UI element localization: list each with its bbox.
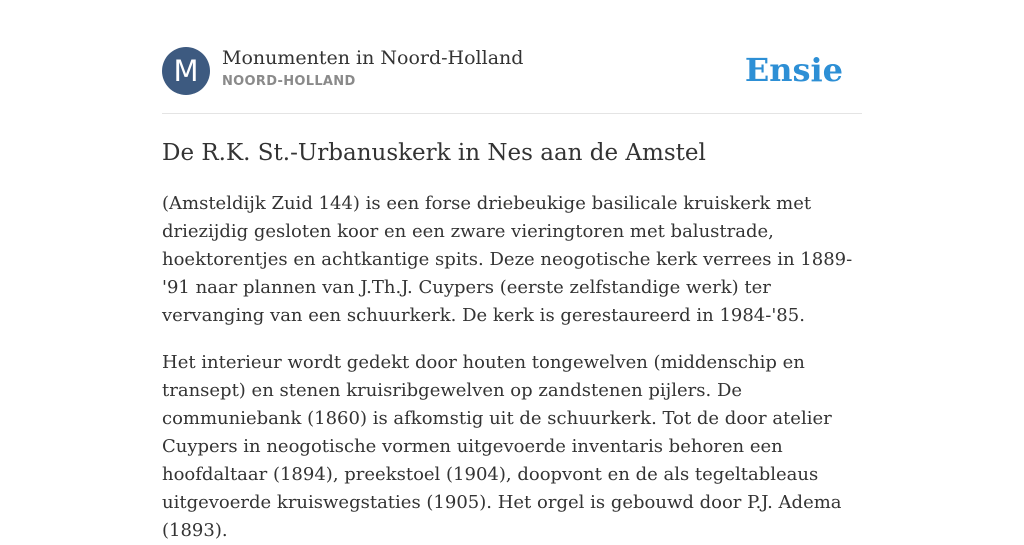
article-paragraph-2: Het interieur wordt gedekt door houten tongewelven (middenschip en transept) en stenen kruisribgewelven op zandstenen pijlers. De communiebank (1860) is afkomstig uit de schuurkerk. Tot de door atelier Cuypers in neogotische vormen uitgevoerde inventaris behoren een hoofdaltaar (1894), preekstoel (1904), doopvont en de als tegeltableaus uitgevoerde kruiswegstaties (1905). Het orgel is gebouwd door P.J. Adema (1893). — [162, 352, 842, 541]
source-title[interactable]: Monumenten in Noord-Holland — [222, 47, 524, 69]
article-paragraph-1: (Amsteldijk Zuid 144) is een forse driebeukige basilicale kruiskerk met driezijdig gesloten koor en een zware vieringtoren met balustrade, hoektorentjes en achtkantige spits. Deze neogotische kerk verrees in 1889-'91 naar plannen van J.Th.J. Cuypers (eerste zelfstandige werk) ter vervanging van een schuurkerk. De kerk is gerestaureerd in 1984-'85. — [162, 193, 853, 326]
ensie-logo[interactable]: Ensie — [744, 51, 843, 89]
article — [162, 138, 862, 545]
source-header — [162, 46, 862, 96]
article-title: De R.K. St.-Urbanuskerk in Nes aan de Amstel — [162, 140, 706, 166]
header-divider — [162, 113, 862, 114]
avatar[interactable]: M — [162, 47, 210, 95]
source-region[interactable]: NOORD-HOLLAND — [222, 74, 356, 89]
